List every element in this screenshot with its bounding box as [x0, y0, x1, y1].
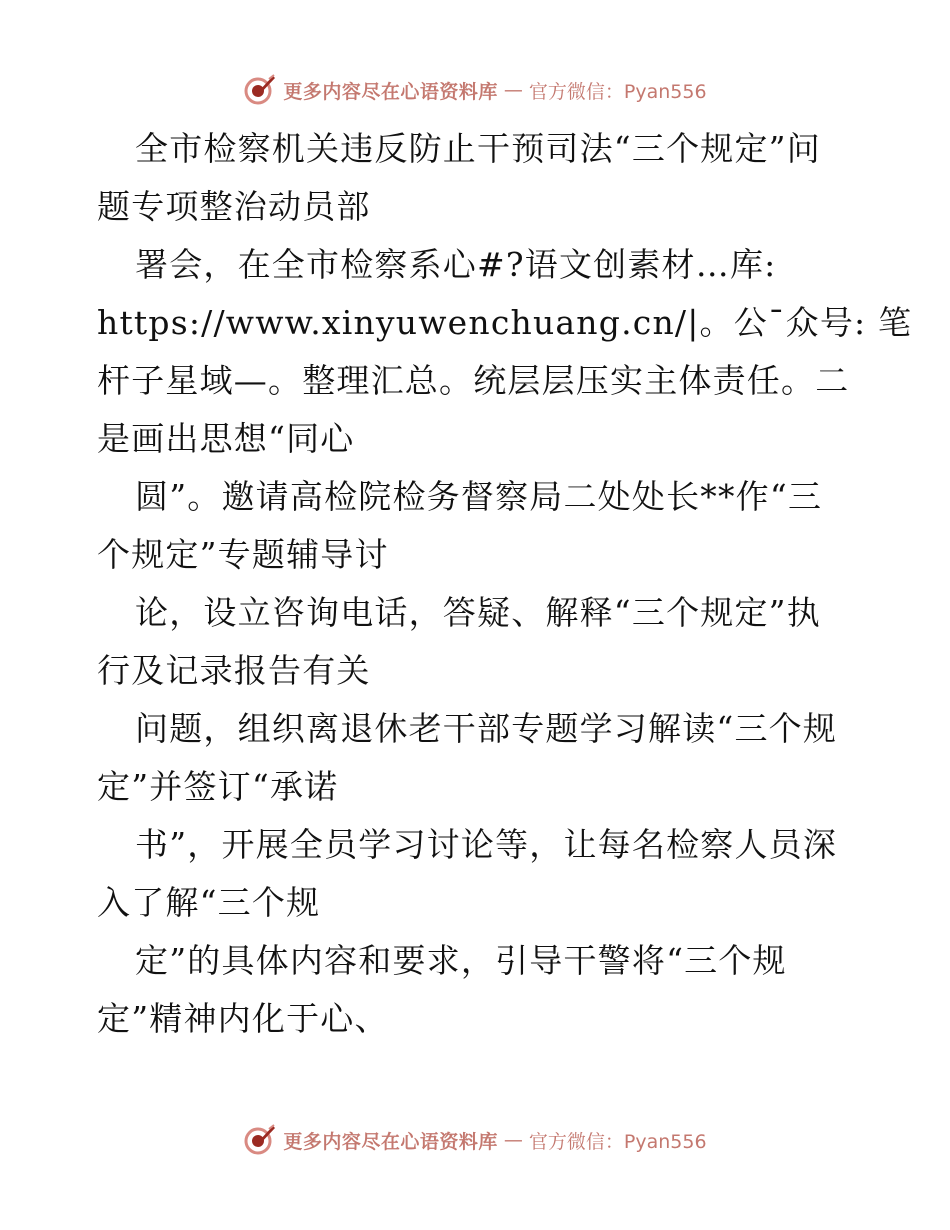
- banner-wechat-text: 官方微信：Pyan556: [528, 80, 707, 103]
- quill-logo-icon: [243, 1123, 277, 1157]
- text-line: https://www.xinyuwenchuang.cn/|。公¯众号: 笔: [97, 303, 913, 342]
- banner-wechat-text: 官方微信：Pyan556: [528, 1130, 707, 1153]
- text-line: 个规定”专题辅导讨: [97, 535, 389, 574]
- banner-separator: —: [503, 1129, 523, 1151]
- text-line: 是画出思想“同心: [97, 419, 355, 458]
- text-line: 署会，在全市检察系心#?语文创素材…库:: [135, 245, 777, 284]
- quill-logo-icon: [243, 73, 277, 107]
- text-line: 论，设立咨询电话，答疑、解释“三个规定”执: [135, 593, 821, 632]
- text-line: 入了解“三个规: [97, 883, 321, 922]
- banner-site-text: 更多内容尽在心语资料库: [283, 1130, 498, 1153]
- text-line: 定”的具体内容和要求，引导干警将“三个规: [135, 941, 787, 980]
- text-line: 杆子星域—。整理汇总。统层层压实主体责任。二: [97, 361, 850, 400]
- document-body: [97, 120, 913, 1048]
- text-line: 定”并签订“承诺: [97, 767, 339, 806]
- text-line: 定”精神内化于心、: [97, 999, 389, 1038]
- text-line: 问题，组织离退休老干部专题学习解读“三个规: [135, 709, 838, 748]
- footer-banner: [0, 1120, 950, 1160]
- text-line: 圆”。邀请高检院检务督察局二处处长**作“三: [135, 477, 823, 516]
- banner-separator: —: [503, 79, 523, 101]
- text-line: 全市检察机关违反防止干预司法“三个规定”问: [135, 129, 821, 168]
- banner-site-text: 更多内容尽在心语资料库: [283, 80, 498, 103]
- text-line: 题专项整治动员部: [97, 187, 371, 226]
- text-line: 行及记录报告有关: [97, 651, 371, 690]
- header-banner: [0, 70, 950, 110]
- text-line: 书”，开展全员学习讨论等，让每名检察人员深: [135, 825, 838, 864]
